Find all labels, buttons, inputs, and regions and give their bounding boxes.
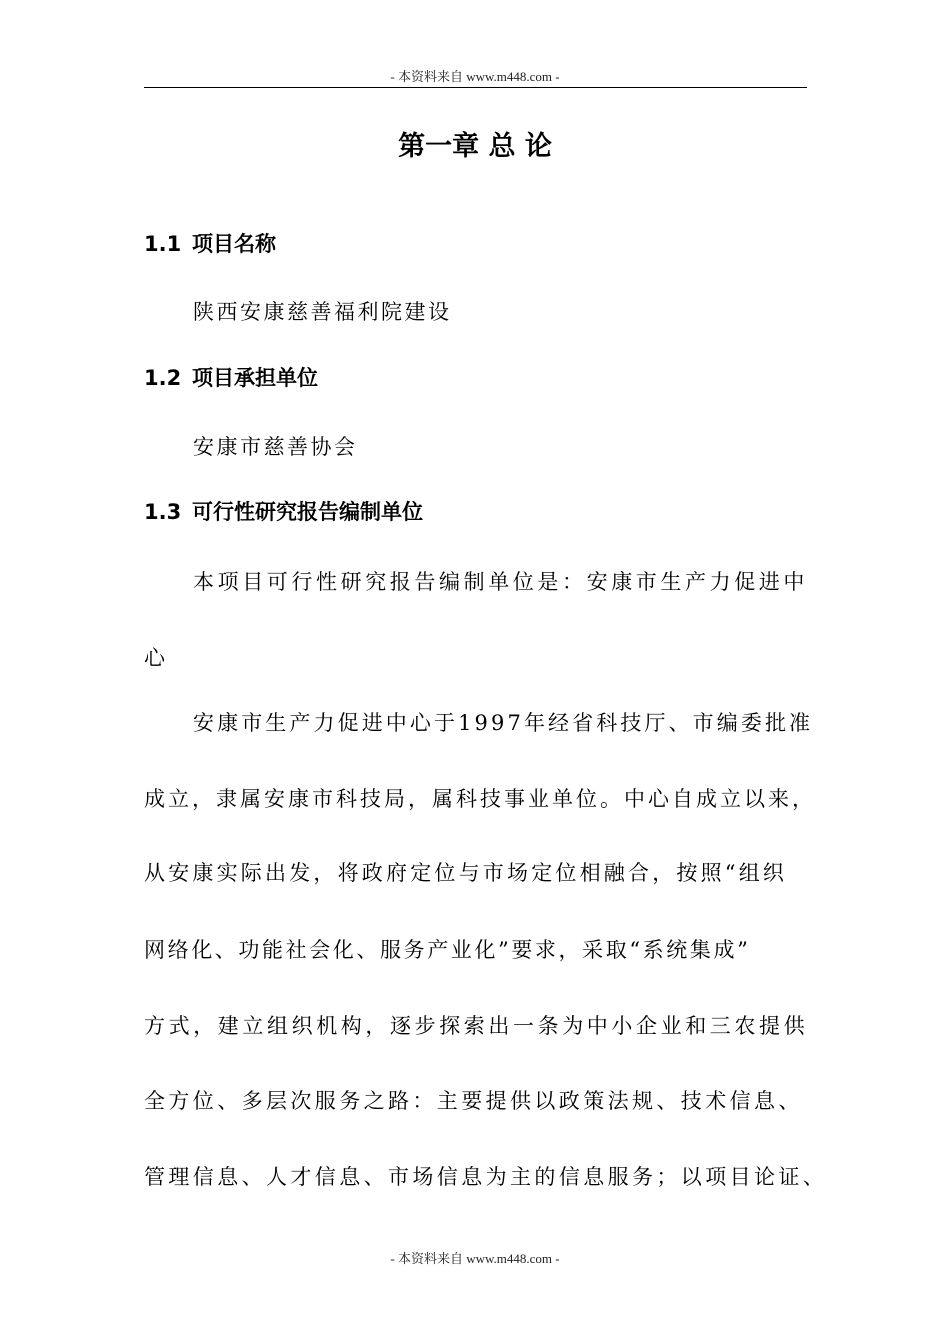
- section-title: 项目名称: [192, 232, 276, 256]
- section-heading-1-1: [144, 228, 276, 258]
- section-number: 1.2: [144, 366, 182, 390]
- section-heading-1-3: [144, 496, 423, 526]
- page-header-text: - 本资料来自 www.m448.com -: [390, 69, 560, 84]
- page-footer-text: - 本资料来自 www.m448.com -: [390, 1251, 560, 1266]
- section-title: 项目承担单位: [192, 366, 318, 390]
- paragraph2-line3: 从安康实际出发，将政府定位与市场定位相融合，按照“组织: [144, 861, 788, 885]
- paragraph2-line6: 全方位、多层次服务之路：主要提供以政策法规、技术信息、: [144, 1089, 803, 1113]
- section-title: 可行性研究报告编制单位: [192, 500, 423, 524]
- section-body-1-1: 陕西安康慈善福利院建设: [193, 300, 452, 324]
- paragraph2-line1: 安康市生产力促进中心于1997年经省科技厅、市编委批准: [193, 711, 814, 735]
- section-body-1-2: 安康市慈善协会: [193, 435, 358, 459]
- section-heading-1-2: [144, 362, 318, 392]
- paragraph2-line2: 成立，隶属安康市科技局，属科技事业单位。中心自成立以来，: [144, 787, 816, 811]
- paragraph1-line1: 本项目可行性研究报告编制单位是：安康市生产力促进中: [193, 570, 808, 594]
- paragraph2-line7: 管理信息、人才信息、市场信息为主的信息服务；以项目论证、: [144, 1165, 828, 1189]
- section-number: 1.1: [144, 232, 182, 256]
- header-divider: [144, 87, 807, 88]
- paragraph2-line5: 方式，建立组织机构，逐步探索出一条为中小企业和三农提供: [144, 1014, 809, 1038]
- paragraph1-line2: 心: [144, 646, 168, 670]
- section-number: 1.3: [144, 500, 182, 524]
- paragraph2-line4: 网络化、功能社会化、服务产业化”要求，采取“系统集成”: [144, 938, 751, 962]
- chapter-title: 第一章 总 论: [398, 131, 552, 162]
